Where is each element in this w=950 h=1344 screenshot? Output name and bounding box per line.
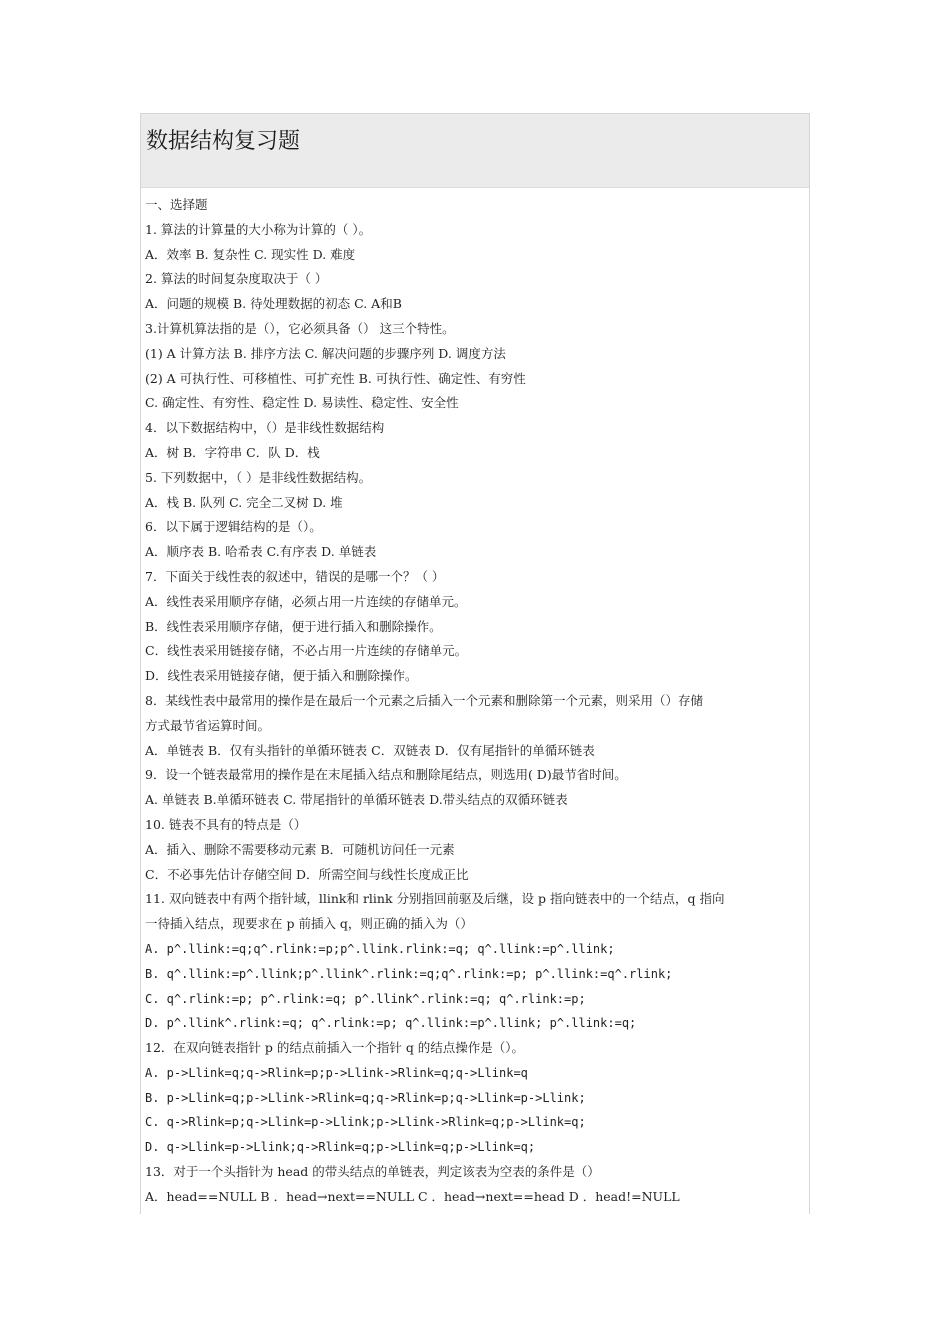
text-line: 10. 链表不具有的特点是（）: [145, 816, 307, 832]
text-line: 1. 算法的计算量的大小称为计算的（ ）。: [145, 221, 372, 237]
text-line: 6．以下属于逻辑结构的是（）。: [145, 519, 322, 535]
text-line: C. q^.rlink:=p; p^.rlink:=q; p^.llink^.rlink:=q; q^.rlink:=p;: [145, 991, 586, 1006]
text-line: C．线性表采用链接存储，不必占用一片连续的存储单元。: [145, 643, 468, 659]
text-line: A. p^.llink:=q;q^.rlink:=p;p^.llink.rlink:=q; q^.llink:=p^.llink;: [145, 941, 615, 956]
text-line: A．插入、删除不需要移动元素 B．可随机访问任一元素: [145, 841, 455, 857]
text-line: A．线性表采用顺序存储，必须占用一片连续的存储单元。: [145, 593, 467, 609]
text-line: A．顺序表 B. 哈希表 C.有序表 D. 单链表: [145, 544, 377, 560]
document-title: 数据结构复习题: [146, 129, 301, 154]
text-line: 13．对于一个头指针为 head 的带头结点的单链表，判定该表为空表的条件是（）: [145, 1164, 600, 1180]
text-line: A. p->Llink=q;q->Rlink=p;p->Llink->Rlink=q;q->Llink=q: [145, 1065, 528, 1080]
text-line: 7．下面关于线性表的叙述中，错误的是哪一个？（ ）: [145, 568, 445, 584]
text-line: 3.计算机算法指的是（），它必须具备（） 这三个特性。: [145, 320, 455, 336]
text-line: 11. 双向链表中有两个指针域，llink和 rlink 分别指回前驱及后继，设 p 指向链表中的一个结点，q 指向: [145, 891, 725, 907]
text-line: B．线性表采用顺序存储，便于进行插入和删除操作。: [145, 618, 442, 634]
text-line: A．问题的规模 B. 待处理数据的初态 C. A和B: [145, 296, 402, 312]
title-band: [141, 114, 809, 188]
text-line: A．树 B．字符串 C．队 D．栈: [145, 444, 320, 460]
text-line: 12．在双向链表指针 p 的结点前插入一个指针 q 的结点操作是（）。: [145, 1040, 525, 1056]
text-line: 5. 下列数据中，（ ）是非线性数据结构。: [145, 469, 372, 485]
document-page: [140, 113, 810, 1214]
text-line: A．效率 B. 复杂性 C. 现实性 D. 难度: [145, 246, 356, 262]
question-list: [145, 193, 809, 1210]
text-line: 方式最节省运算时间。: [145, 717, 271, 733]
text-line: B. q^.llink:=p^.llink;p^.llink^.rlink:=q;q^.rlink:=p; p^.llink:=q^.rlink;: [145, 966, 673, 981]
text-line: A．单链表 B．仅有头指针的单循环链表 C．双链表 D．仅有尾指针的单循环链表: [145, 742, 595, 758]
text-line: C. q->Rlink=p;q->Llink=p->Llink;p->Llink->Rlink=q;p->Llink=q;: [145, 1115, 586, 1130]
text-line: B. p->Llink=q;p->Llink->Rlink=q;q->Rlink=p;q->Llink=p->Llink;: [145, 1090, 586, 1105]
text-line: 9．设一个链表最常用的操作是在末尾插入结点和删除尾结点，则选用( D)最节省时间。: [145, 767, 627, 783]
text-line: 4．以下数据结构中，（）是非线性数据结构: [145, 420, 385, 436]
text-line: (2) A 可执行性、可移植性、可扩充性 B. 可执行性、确定性、有穷性: [145, 370, 526, 386]
text-line: D. p^.llink^.rlink:=q; q^.rlink:=p; q^.llink:=p^.llink; p^.llink:=q;: [145, 1016, 637, 1031]
text-line: 8．某线性表中最常用的操作是在最后一个元素之后插入一个元素和删除第一个元素，则采用（）存储: [145, 692, 703, 708]
text-line: (1) A 计算方法 B. 排序方法 C. 解决问题的步骤序列 D. 调度方法: [145, 345, 506, 361]
text-line: C．不必事先估计存储空间 D．所需空间与线性长度成正比: [145, 866, 469, 882]
text-line: C. 确定性、有穷性、稳定性 D. 易读性、稳定性、安全性: [145, 395, 459, 411]
text-line: 一待插入结点，现要求在 p 前插入 q，则正确的插入为（）: [145, 916, 473, 932]
text-line: D．线性表采用链接存储，便于插入和删除操作。: [145, 668, 418, 684]
text-line: D. q->Llink=p->Llink;q->Rlink=q;p->Llink=q;p->Llink=q;: [145, 1140, 536, 1155]
text-line: 2. 算法的时间复杂度取决于（ ）: [145, 271, 328, 287]
text-line: 一、选择题: [145, 197, 208, 212]
text-line: A. 单链表 B.单循环链表 C. 带尾指针的单循环链表 D.带头结点的双循环链表: [145, 792, 568, 808]
text-line: A．栈 B. 队列 C. 完全二叉树 D. 堆: [145, 494, 343, 510]
text-line: A．head==NULL B ．head→next==NULL C ．head→next==head D ．head!=NULL: [145, 1188, 680, 1204]
